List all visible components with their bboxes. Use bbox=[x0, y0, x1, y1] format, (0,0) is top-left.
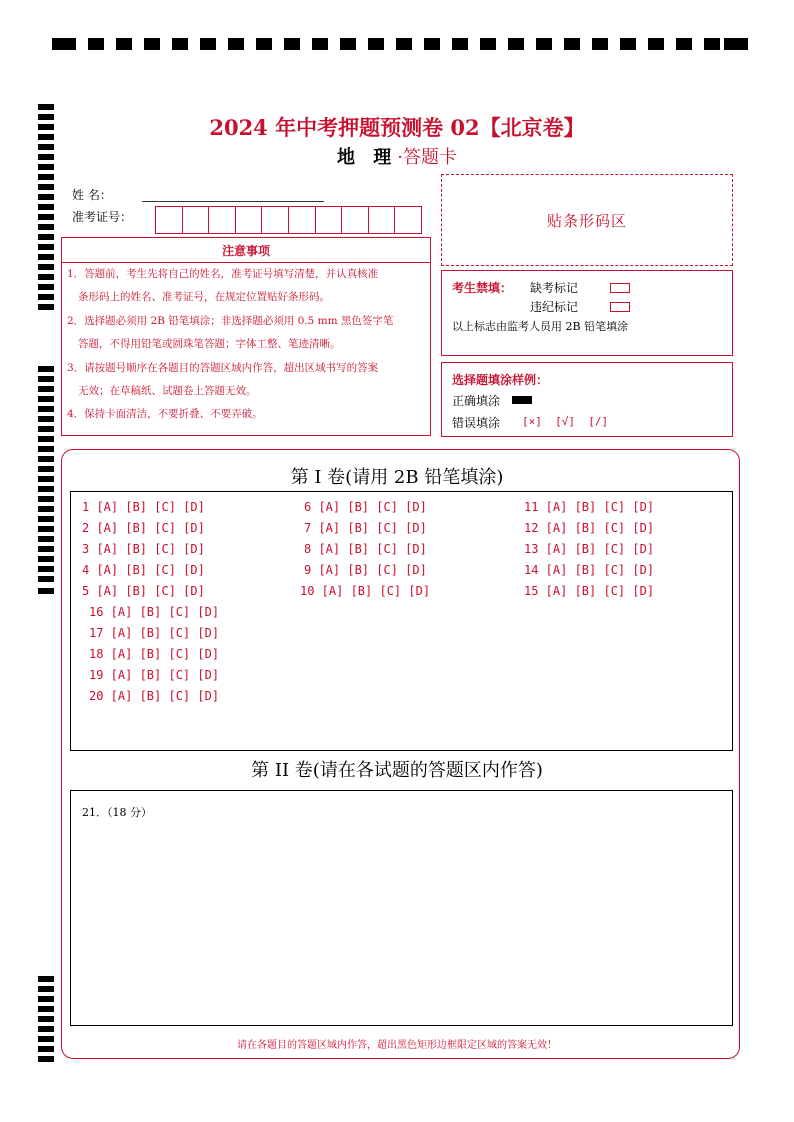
violation-mark-box[interactable] bbox=[610, 302, 630, 312]
question-row[interactable]: 2 [A] [B] [C] [D] bbox=[82, 521, 205, 535]
fill-sample-section bbox=[441, 362, 733, 437]
timing-marks-left-bottom bbox=[38, 976, 54, 1068]
forbid-label: 考生禁填： bbox=[452, 281, 513, 295]
candidate-id-field[interactable] bbox=[155, 206, 422, 234]
question-row[interactable]: 4 [A] [B] [C] [D] bbox=[82, 563, 205, 577]
question-row[interactable]: 1 [A] [B] [C] [D] bbox=[82, 500, 205, 514]
barcode-label: 贴条形码区 bbox=[546, 211, 627, 230]
question-row[interactable]: 14 [A] [B] [C] [D] bbox=[524, 563, 655, 577]
question-row[interactable]: 20 [A] [B] [C] [D] bbox=[89, 689, 220, 703]
notice-body bbox=[61, 261, 431, 436]
question-row[interactable]: 11 [A] [B] [C] [D] bbox=[524, 500, 655, 514]
question-row[interactable]: 9 [A] [B] [C] [D] bbox=[304, 563, 427, 577]
sample-label: 选择题填涂样例： bbox=[452, 373, 549, 387]
question-row[interactable]: 15 [A] [B] [C] [D] bbox=[524, 584, 655, 598]
page-title: 2024 年中考押题预测卷 02【北京卷】 bbox=[209, 115, 585, 140]
section2-title: 第 II 卷(请在各试题的答题区内作答) bbox=[251, 760, 543, 781]
question-21-label: 21．（18 分） bbox=[82, 806, 152, 819]
subtitle-suffix: ·答题卡 bbox=[397, 147, 457, 168]
forbid-note: 以上标志由监考人员用 2B 铅笔填涂 bbox=[452, 320, 629, 333]
question-row[interactable]: 3 [A] [B] [C] [D] bbox=[82, 542, 205, 556]
question-row[interactable]: 10 [A] [B] [C] [D] bbox=[300, 584, 431, 598]
absent-mark-label: 缺考标记 bbox=[530, 281, 579, 295]
notice-heading bbox=[61, 237, 431, 263]
question-row[interactable]: 19 [A] [B] [C] [D] bbox=[89, 668, 220, 682]
wrong-fill-samples: [×] [√] [/] bbox=[522, 415, 609, 428]
name-field[interactable] bbox=[142, 201, 324, 202]
footer-note: 请在各题目的答题区域内作答，超出黑色矩形边框限定区域的答案无效！ bbox=[237, 1040, 557, 1051]
id-label: 准考证号： bbox=[72, 210, 133, 224]
subject-name: 地 理 bbox=[336, 147, 398, 168]
question-row[interactable]: 12 [A] [B] [C] [D] bbox=[524, 521, 655, 535]
correct-fill-sample bbox=[512, 396, 532, 404]
question-row[interactable]: 13 [A] [B] [C] [D] bbox=[524, 542, 655, 556]
correct-fill-label: 正确填涂 bbox=[452, 394, 501, 408]
question-row[interactable]: 7 [A] [B] [C] [D] bbox=[304, 521, 427, 535]
violation-mark-label: 违纪标记 bbox=[530, 300, 579, 314]
timing-marks-top bbox=[52, 38, 748, 50]
examiner-only-section bbox=[441, 270, 733, 356]
question-21-answer-box[interactable] bbox=[70, 790, 733, 1026]
notice-heading-text: 注意事项 bbox=[221, 243, 270, 258]
notice-line: 无效；在草稿纸、试题卷上答题无效。 bbox=[78, 385, 257, 397]
notice-line: 条形码上的姓名、准考证号，在规定位置贴好条形码。 bbox=[78, 291, 330, 303]
notice-line: 3．请按题号顺序在各题目的答题区域内作答，超出区域书写的答案 bbox=[67, 362, 379, 374]
barcode-area bbox=[441, 174, 733, 266]
question-row[interactable]: 5 [A] [B] [C] [D] bbox=[82, 584, 205, 598]
question-row[interactable]: 8 [A] [B] [C] [D] bbox=[304, 542, 427, 556]
wrong-fill-label: 错误填涂 bbox=[452, 416, 501, 430]
question-row[interactable]: 18 [A] [B] [C] [D] bbox=[89, 647, 220, 661]
notice-line: 1．答题前，考生先将自己的姓名，准考证号填写清楚，并认真核准 bbox=[67, 268, 379, 280]
page-subtitle bbox=[0, 143, 794, 169]
notice-line: 答题，不得用铅笔或圆珠笔答题；字体工整、笔迹清晰。 bbox=[78, 338, 341, 350]
name-label: 姓 名： bbox=[72, 188, 112, 202]
notice-line: 2．选择题必须用 2B 铅笔填涂；非选择题必须用 0.5 mm 黑色签字笔 bbox=[67, 315, 394, 327]
notice-line: 4．保持卡面清洁，不要折叠、不要弄破。 bbox=[67, 408, 263, 420]
absent-mark-box[interactable] bbox=[610, 283, 630, 293]
question-row[interactable]: 16 [A] [B] [C] [D] bbox=[89, 605, 220, 619]
question-row[interactable]: 6 [A] [B] [C] [D] bbox=[304, 500, 427, 514]
section1-title: 第 I 卷(请用 2B 铅笔填涂) bbox=[290, 467, 504, 488]
question-row[interactable]: 17 [A] [B] [C] [D] bbox=[89, 626, 220, 640]
